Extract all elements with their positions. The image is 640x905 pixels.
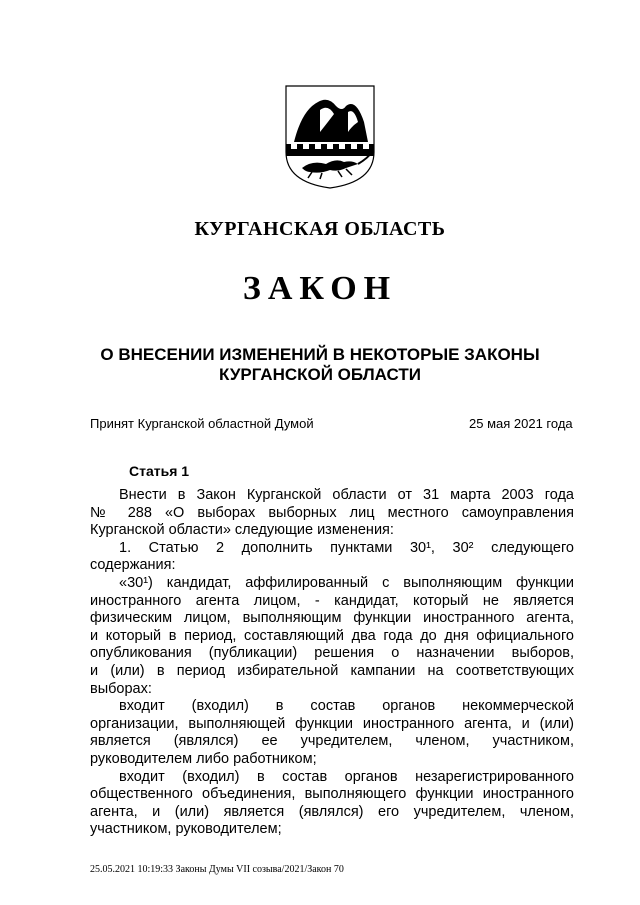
article-body — [90, 487, 574, 839]
body-line: содержания: — [90, 557, 176, 574]
body-line: агента, и (или) является (являлся) его учредителем, членом, — [90, 803, 574, 820]
body-line: опубликования (публикации) решения о назначении выборов, — [90, 645, 574, 662]
body-line: руководителем либо работником; — [90, 750, 317, 767]
body-line: организации, выполняющей функции иностранного агента, и (или) — [90, 715, 574, 732]
region-title: КУРГАНСКАЯ ОБЛАСТЬ — [194, 218, 446, 240]
adopted-by: Принят Курганской областной Думой — [90, 416, 314, 431]
body-line: и (или) в период избирательной кампании на соответствующих — [90, 662, 574, 679]
body-line: выборах: — [90, 680, 152, 697]
coat-of-arms-icon — [272, 82, 388, 192]
footer-stamp: 25.05.2021 10:19:33 Законы Думы VII созыва/2021/Закон 70 — [90, 864, 344, 875]
body-line: участником, руководителем; — [90, 821, 282, 838]
document-type: ЗАКОН — [242, 270, 398, 307]
body-line: входит (входил) в состав органов незарегистрированного — [119, 768, 574, 785]
body-line: общественного объединения, выполняющего функции иностранного — [90, 786, 574, 803]
body-line: № 288 «О выборах выборных лиц местного самоуправления — [90, 504, 574, 521]
law-title-line: О ВНЕСЕНИИ ИЗМЕНЕНИЙ В НЕКОТОРЫЕ ЗАКОНЫ — [100, 345, 540, 364]
law-title — [90, 345, 550, 385]
body-line: иностранного агента лицом, - кандидат, который не является — [90, 592, 574, 609]
law-title-line: КУРГАНСКОЙ ОБЛАСТИ — [219, 365, 421, 384]
body-line: является (являлся) ее учредителем, членом, участником, — [90, 733, 574, 750]
article-heading: Статья 1 — [129, 463, 190, 479]
body-line: и который в период, составляющий два года до дня официального — [90, 627, 574, 644]
body-line: входит (входил) в состав органов некоммерческой — [119, 698, 574, 715]
body-line: Внести в Закон Курганской области от 31 марта 2003 года — [119, 487, 574, 503]
body-line: 1. Статью 2 дополнить пунктами 30¹, 30² следующего — [119, 539, 574, 556]
body-line: физическим лицом, выполняющим функции иностранного агента, — [90, 610, 574, 627]
body-line: Курганской области» следующие изменения: — [90, 522, 394, 539]
body-line: «30¹) кандидат, аффилированный с выполняющим функции — [119, 574, 574, 591]
adoption-date: 25 мая 2021 года — [469, 416, 573, 431]
